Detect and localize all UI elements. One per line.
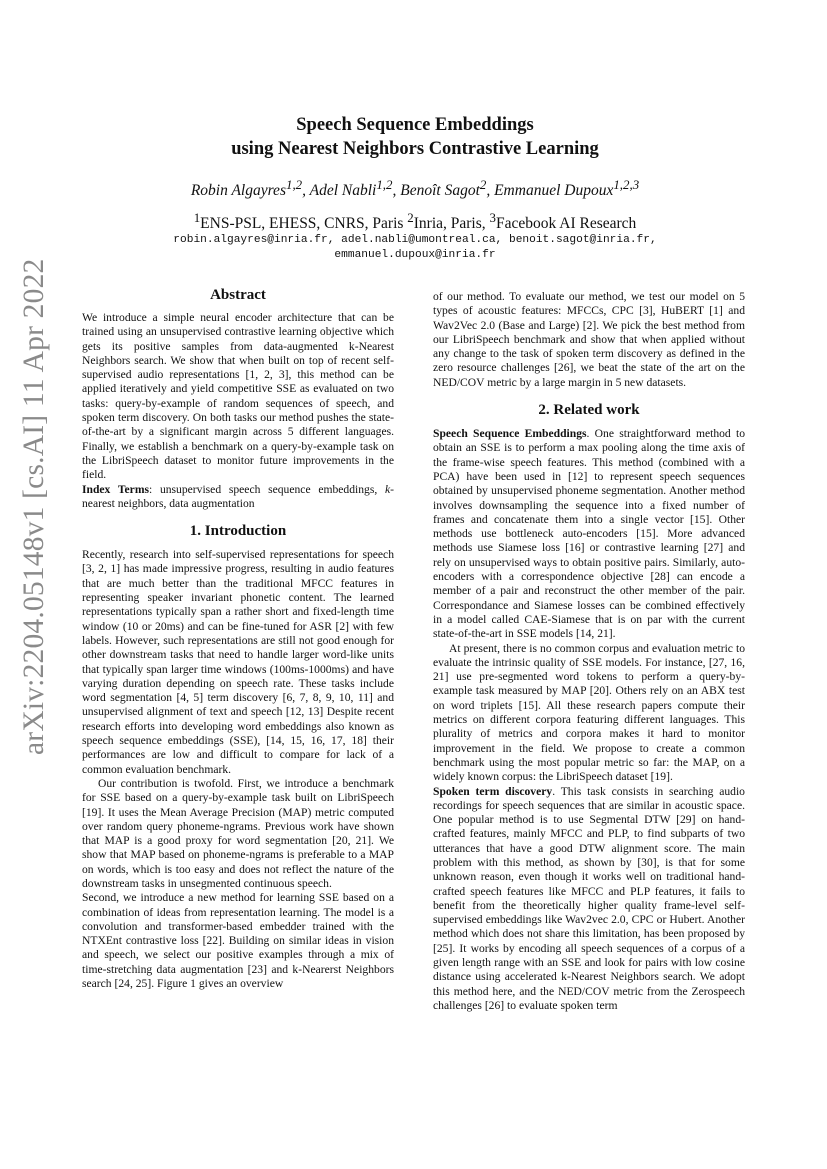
related-paragraph-benchmark: At present, there is no common corpus and evaluation metric to evaluate the intrinsic quality of SSE models. For instance, [27, 16, 21] use pre-segmented word tokens to perform a query-by-example task measured by MAP [20]. Others rely on an ABX test on word triplets [15]. All these research papers compute their metrics on different corpora featuring different languages. This plurality of metrics and corpora makes it hard to monitor improvement in the field. We propose to create a common benchmark using the most popular metric so far: the MAP, on a widely known corpus: the LibriSpeech dataset [19]. bbox=[433, 641, 745, 784]
intro-paragraph-3: Second, we introduce a new method for learning SSE based on a combination of ideas from representation learning. The model is a convolution and transformer-based embedder trained with the NTXEnt contrastive loss [22]. Building on similar ideas in vision and speech, we select our positive examples through a mix of time-stretching data augmentation [23] and k-Nearerst Neighbors search [24, 25]. Figure 1 gives an overview bbox=[82, 891, 394, 991]
intro-paragraph-2: Our contribution is twofold. First, we introduce a benchmark for SSE based on a query-by-example task built on LibriSpeech [19]. It uses the Mean Average Precision (MAP) metric computed over random query phoneme-ngrams. Previous work have shown that MAP is a good proxy for word segmentation [20, 21]. We show that MAP based on phoneme-ngrams is preferable to a MAP on words, which is too easy and does not reflect the nature of the downstream tasks in unsegmented continuous speech. bbox=[82, 776, 394, 890]
author: Adel Nabli$^{1,2}$, bbox=[309, 177, 401, 200]
intro-paragraph-1: Recently, research into self-supervised representations for speech [3, 2, 1] has made impressive progress, resulting in audio features that are much better than the traditional MFCC features in representing speaker invariant phonetic content. The learned representations typically span a rather short and fixed-length time window (10 or 20ms) and can be fine-tuned for ASR [2] with few labels. However, such representations are still not good enough for other downstream tasks that need to handle larger word-like units that typically span larger time windows (100ms-1000ms) and have varying duration depending on speech rate. These tasks include word segmentation [4, 5] term discovery [6, 7, 8, 9, 10, 11] and unsupervised alignment of text and speech [12, 13] Despite recent research efforts into developing word embeddings also known as speech sequence embeddings (SSE), [14, 15, 16, 17, 18] their performances are low and difficult to compare for lack of a common evaluation benchmark. bbox=[82, 548, 394, 776]
author: Robin Algayres$^{1,2}$, bbox=[190, 177, 310, 200]
intro-paragraph-4: of our method. To evaluate our method, we test our model on 5 types of acoustic features: MFCCs, CPC [3], HuBERT [1] and Wav2Vec 2.0 (Base and Large) [2]. We pick the best method from our LibriSpeech benchmark and show that when applied without any change to the task of spoken term discovery as defined in the zero resource challenges [26], we beat the state of the art on the NED/COV metric by a large margin in 5 new datasets. bbox=[433, 290, 745, 389]
email-line: emmanuel.dupoux@inria.fr bbox=[334, 249, 496, 261]
abstract-text: We introduce a simple neural encoder architecture that can be trained using an unsupervised contrastive learning objective which gets its positive samples from data-augmented k-Nearest Neighbors search. We show that when built on top of recent self-supervised audio representations [1, 2, 3], this method can be applied iteratively and yield competitive SSE as evaluated on two tasks: query-by-example of random sequences of speech, and spoken term discovery. On both tasks our method pushes the state-of-the-art by a significant margin across 5 different languages. Finally, we establish a benchmark on a query-by-example task on the LibriSpeech dataset to monitor future improvements in the field. bbox=[82, 311, 394, 482]
affiliations: $^1$ENS-PSL, EHESS, CNRS, Paris $^2$Inria, Paris, $^3$Facebook AI Research bbox=[193, 210, 637, 233]
related-paragraph-term-discovery: Spoken term discovery. This task consists in searching audio recordings for speech sequences that are similar in acoustic space. One popular method is to use Segmental DTW [29] on hand-crafted features, mainly MFCC and PLP, to find subparts of two utterances that have a good DTW alignment score. The main problem with this method, as shown by [30], is that for some unknown reason, even though it works well on traditional hand-crafted speech features like MFCC and PLP features, it fails to benefit from the theoretically higher quality frame-level self-supervised embeddings like Wav2vec 2.0, CPC or Hubert. Another method which does not share this limitation, has been proposed by [25]. It works by encoding all speech sequences of a corpus of a given length range with an SSE and look for pairs with low cosine distance using accelerated k-Nearest Neighbors search. We adopt this method here, and the NED/COV metric from the Zerospeech challenges [26] to evaluate spoken term bbox=[433, 784, 745, 1012]
author-list bbox=[80, 175, 750, 201]
introduction-heading: 1. Introduction bbox=[189, 523, 287, 540]
related-paragraph-sse: Speech Sequence Embeddings. One straightforward method to obtain an SSE is to perform a max pooling along the time axis of the frame-wise speech features. This method (combined with a PCA) have been used in [12] to represent speech sequences obtained by unsupervised phoneme segmentation. Another method involves downsampling the sequence into a fixed number of frames and concatenate them into a single vector [15]. Other methods use bottleneck auto-encoders [15]. More advanced methods use Siamese loss [16] or contrastive learning [27] and rely on unsupervised ways to obtain positive pairs. Similarly, auto-encoders with a correspondence objective [28] can encode a member of a pair and reconstruct the other member of the pair. Correspondance and Siamese losses can be combined effectively in a model called CAE-Siamese that is on par with the current state-of-the-art in SSE models [14, 21]. bbox=[433, 427, 745, 641]
abstract-heading: Abstract bbox=[210, 287, 266, 303]
author: Benoît Sagot$^2$, bbox=[400, 177, 495, 200]
right-column bbox=[433, 290, 745, 1013]
arxiv-identifier: arXiv:2204.05148v1 [cs.AI] 11 Apr 2022 bbox=[18, 258, 50, 755]
title-line-2: using Nearest Neighbors Contrastive Learning bbox=[231, 139, 599, 159]
related-work-heading: 2. Related work bbox=[538, 402, 640, 419]
left-column bbox=[82, 285, 394, 991]
index-terms: Index Terms: unsupervised speech sequence embeddings, k-nearest neighbors, data augmentation bbox=[82, 482, 394, 510]
author-emails bbox=[80, 233, 750, 263]
paper-title bbox=[80, 113, 750, 161]
author: Emmanuel Dupoux$^{1,2,3}$ bbox=[494, 177, 640, 200]
email-line: robin.algayres@inria.fr, adel.nabli@umontreal.ca, benoit.sagot@inria.fr, bbox=[173, 234, 657, 246]
title-line-1: Speech Sequence Embeddings bbox=[296, 115, 534, 135]
